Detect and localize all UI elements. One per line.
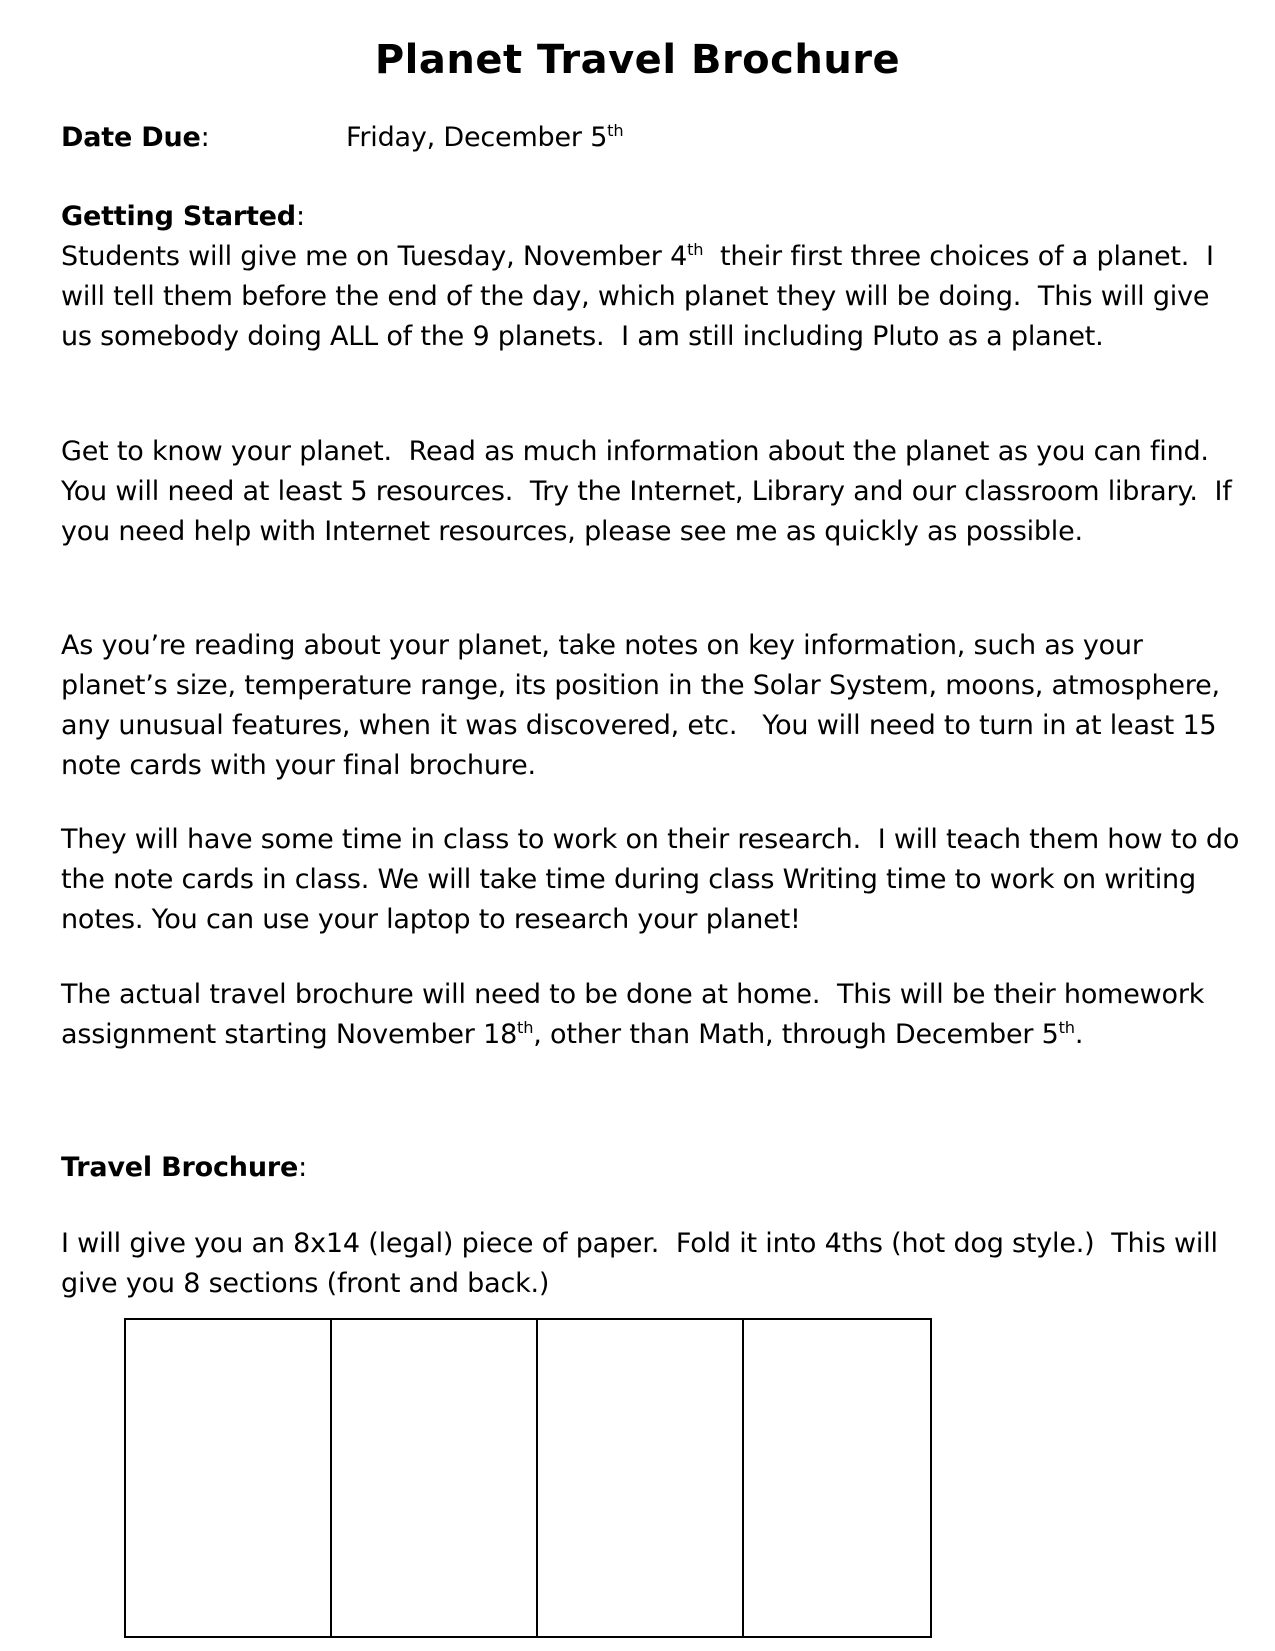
fold-diagram [124, 1318, 932, 1638]
fold-section-3 [538, 1320, 744, 1636]
gs-p1-sup1: th [687, 240, 704, 259]
travel-brochure-paragraph [61, 1224, 1241, 1304]
travel-brochure-heading-text: Travel Brochure [61, 1152, 299, 1183]
gs-p1-part2: their first three choices of a planet. I will tell them before the end of the day, which planet they will be doing. This will give us somebody doing ALL of the 9 planets. I am still including Pluto as a planet. [61, 241, 1223, 352]
date-due-label: Date Due [61, 122, 201, 153]
date-due-value [346, 118, 623, 158]
date-due-row [61, 118, 1241, 162]
getting-started-heading [61, 197, 1241, 237]
getting-started-paragraph-4 [61, 820, 1248, 940]
travel-brochure-colon: : [298, 1152, 307, 1183]
gs-p4-text: They will have some time in class to work on their research. I will teach them how to do the note cards in class. We will take time during class Writing time to work on writing notes. You can use your laptop to research your planet! [61, 824, 1248, 935]
date-due-colon: : [200, 122, 210, 153]
tb-p1-text: I will give you an 8x14 (legal) piece of paper. Fold it into 4ths (hot dog style.) This will give you 8 sections (front and back.) [61, 1228, 1227, 1299]
gs-p2-text: Get to know your planet. Read as much information about the planet as you can find. You will need at least 5 resources. Try the Internet, Library and our classroom library. If you need help with Internet resources, please see me as quickly as possible. [61, 436, 1240, 547]
gs-p5-part3: . [1074, 1019, 1084, 1050]
date-due-value-sup: th [607, 121, 624, 140]
gs-p5-part1: The actual travel brochure will need to be done at home. This will be their homework assignment starting November 18 [61, 979, 1213, 1050]
gs-p5-sup1: th [517, 1018, 534, 1037]
getting-started-paragraph-3 [61, 626, 1241, 786]
getting-started-colon: : [295, 201, 305, 232]
fold-section-1 [126, 1320, 332, 1636]
fold-section-4 [744, 1320, 930, 1636]
getting-started-paragraph-5 [61, 975, 1241, 1055]
getting-started-paragraph-2 [61, 432, 1241, 552]
gs-p5-sup2: th [1058, 1018, 1075, 1037]
page-title: Planet Travel Brochure [374, 37, 901, 83]
gs-p1-part1: Students will give me on Tuesday, November 4 [61, 241, 688, 272]
fold-section-2 [332, 1320, 538, 1636]
travel-brochure-heading [61, 1148, 1241, 1188]
getting-started-heading-text: Getting Started [61, 201, 296, 232]
date-due-value-text: Friday, December 5 [346, 122, 608, 153]
gs-p5-part2: , other than Math, through December 5 [533, 1019, 1059, 1050]
gs-p3-text: As you’re reading about your planet, take notes on key information, such as your planet’s size, temperature range, its position in the Solar System, moons, atmosphere, any unusual features, when it was discovered, etc. You will need to turn in at least 15 note cards with your final brochure. [61, 630, 1229, 781]
getting-started-paragraph-1 [61, 237, 1241, 357]
